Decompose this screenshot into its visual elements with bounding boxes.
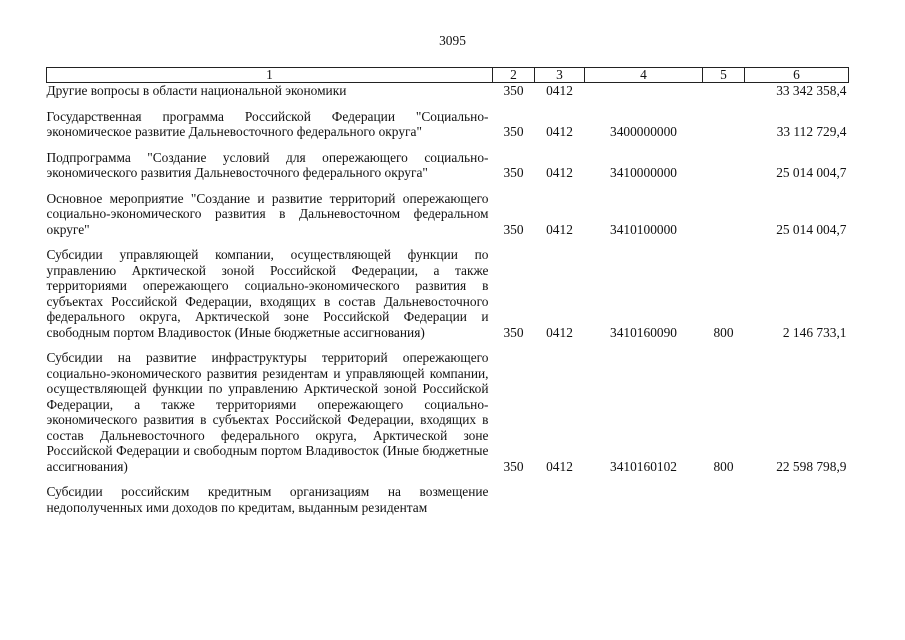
row-col6: 25 014 004,7 (776, 221, 847, 237)
row-col5 (703, 109, 745, 140)
header-col-1: 1 (47, 68, 493, 83)
row-col4: 3410160090 (610, 324, 677, 340)
row-name: Подпрограмма "Создание условий для опережающего социально-экономического развития Дальневосточного федерального округа" (46, 149, 489, 180)
row-col6 (745, 484, 849, 515)
row-col3: 0412 (546, 324, 573, 340)
row-col5 (703, 191, 745, 238)
row-col6: 33 112 729,4 (776, 124, 847, 139)
row-col3: 0412 (546, 221, 573, 237)
row-col4 (585, 83, 703, 99)
header-col-6: 6 (745, 68, 849, 83)
row-col2: 350 (503, 221, 524, 237)
header-col-2: 2 (493, 68, 535, 83)
table-header-row (47, 68, 849, 83)
row-col3: 0412 (546, 124, 573, 139)
row-name: Государственная программа Российской Федерации "Социально-экономическое развитие Дальневосточного федерального округа" (46, 108, 489, 139)
row-col2: 350 (503, 165, 524, 180)
row-col6: 25 014 004,7 (776, 165, 847, 180)
row-col5: 800 (713, 324, 734, 340)
table-row (47, 247, 849, 340)
row-col3: 0412 (546, 458, 573, 474)
header-col-5: 5 (703, 68, 745, 83)
table-row (47, 350, 849, 474)
row-col2: 350 (503, 124, 524, 139)
table-row (47, 191, 849, 238)
row-name: Основное мероприятие "Создание и развитие территорий опережающего социально-экономического развития в Дальневосточном федеральном округе" (46, 190, 489, 237)
row-col3: 0412 (546, 165, 573, 180)
row-col4: 3410000000 (610, 165, 677, 180)
row-col2: 350 (503, 324, 524, 340)
row-col4: 3410100000 (610, 221, 677, 237)
row-name: Субсидии на развитие инфраструктуры территорий опережающего социально-экономического развития резидентам и управляющей компании, осуществляющей функции по управлению Арктической зоной Российской Федерации, а также территориями опережающего социально-экономического развития в субъектах Российской Федерации, входящих в состав Дальневосточного федерального округа, Арктической зоне Российской Федерации и свободным портом Владивосток (Иные бюджетные ассигнования) (46, 350, 489, 474)
table-row (47, 150, 849, 181)
row-col2: 350 (503, 458, 524, 474)
row-col2 (493, 484, 535, 515)
table-row (47, 484, 849, 515)
header-col-4: 4 (585, 68, 703, 83)
row-col2: 350 (503, 83, 524, 98)
row-col4 (585, 484, 703, 515)
row-col6: 22 598 798,9 (776, 458, 847, 474)
row-col6: 2 146 733,1 (782, 324, 847, 340)
row-col5 (703, 484, 745, 515)
table-row (47, 109, 849, 140)
row-name: Субсидии управляющей компании, осуществляющей функции по управлению Арктической зоной Российской Федерации, а также территориями опережающего социально-экономического развития в субъектах Российской Федерации, входящих в состав Дальневосточного федерального округа, Арктической зоне Российской Федерации и свободным портом Владивосток (Иные бюджетные ассигнования) (46, 247, 489, 340)
page-number: 3095 (439, 33, 466, 48)
row-name: Субсидии российским кредитным организациям на возмещение недополученных ими доходов по кредитам, выданным резидентам (46, 484, 489, 515)
row-col3: 0412 (546, 83, 573, 98)
table-row (47, 83, 849, 99)
row-col6: 33 342 358,4 (776, 83, 847, 98)
row-name: Другие вопросы в области национальной экономики (46, 83, 347, 98)
row-col4: 3400000000 (610, 124, 677, 139)
row-col5 (703, 83, 745, 99)
row-col5 (703, 150, 745, 181)
row-col5: 800 (713, 458, 734, 474)
header-col-3: 3 (535, 68, 585, 83)
budget-table (46, 67, 849, 515)
row-col4: 3410160102 (610, 458, 677, 474)
row-col3 (535, 484, 585, 515)
